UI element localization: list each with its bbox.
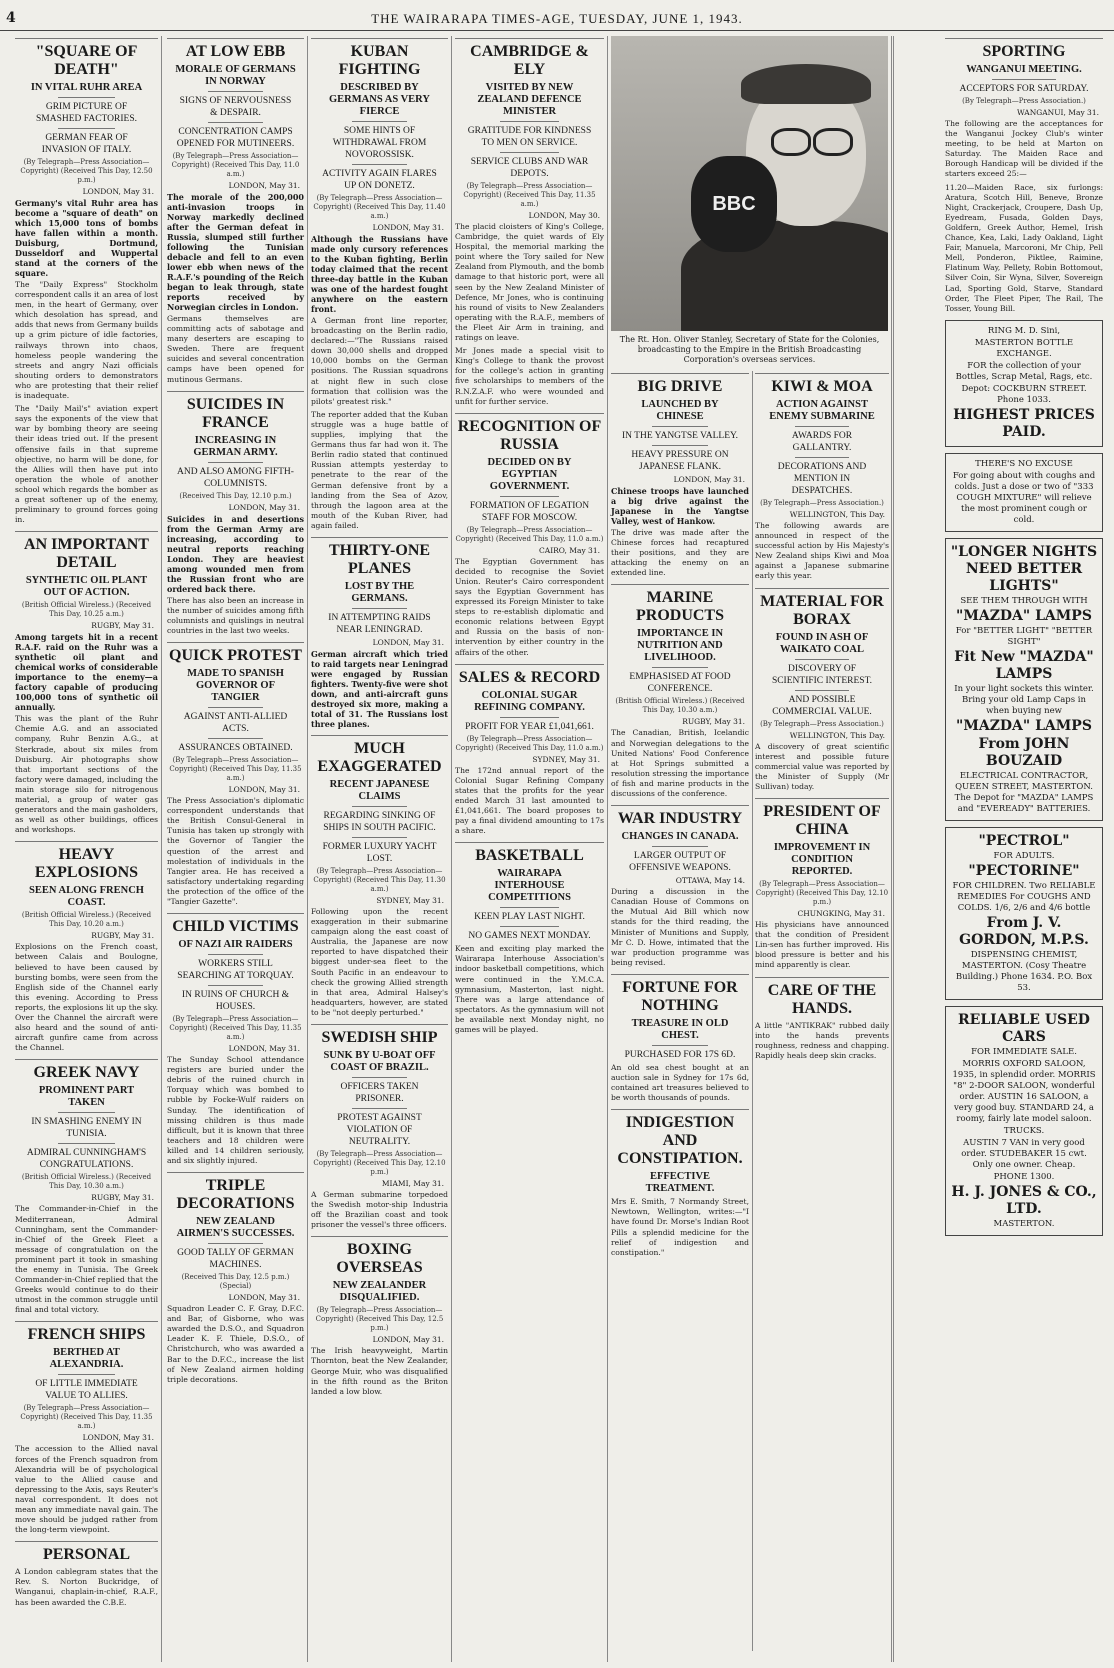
headline: THIRTY-ONE PLANES: [311, 537, 448, 578]
subheadline: EFFECTIVE TREATMENT.: [645, 1171, 715, 1195]
ad-line: RING M. D. Sini,: [987, 325, 1061, 336]
ad-line: For "BETTER LIGHT" "BETTER SIGHT": [955, 625, 1093, 647]
headline: CAMBRIDGE & ELY: [455, 38, 604, 79]
article: [611, 584, 749, 799]
subheadline: GRATITUDE FOR KINDNESS TO MEN ON SERVICE.: [467, 126, 592, 148]
subheadline: CONCENTRATION CAMPS OPENED FOR MUTINEERS.: [176, 127, 295, 149]
subheadline: IN ATTEMPTING RAIDS NEAR LENINGRAD.: [328, 612, 431, 635]
dateline: LONDON, May 31.: [372, 1335, 444, 1345]
subheadline: ADMIRAL CUNNINGHAM'S CONGRATULATIONS.: [26, 1148, 147, 1171]
divider: [58, 1374, 115, 1375]
divider: [500, 926, 560, 927]
ad-line: "PECTROL": [978, 832, 1070, 849]
lead-paragraph: German aircraft which tried to raid targets near Leningrad were engaged by Russian fighters. Twenty-five were shot down, and anti-aircraft guns destroyed six more, making a total of 31. The Russians lost three planes.: [311, 648, 448, 729]
dateline: LONDON, May 31.: [228, 181, 300, 190]
article: [455, 842, 604, 1035]
ad-line: THERE'S NO EXCUSE: [975, 458, 1073, 469]
subheadline: HEAVY PRESSURE ON JAPANESE FLANK.: [631, 450, 729, 472]
subheadline: PROFIT FOR YEAR £1,041,661.: [465, 721, 594, 732]
press-credit: (Received This Day, 12.10 p.m.): [179, 491, 292, 500]
subheadline: FORMATION OF LEGATION STAFF FOR MOSCOW.: [469, 500, 590, 523]
columns-area: [12, 36, 1106, 1666]
ad-line: ELECTRICAL CONTRACTOR, QUEEN STREET, MASTERTON. The Depot for "MAZDA" LAMPS and "EVEREADY" BATTERIES.: [954, 770, 1094, 814]
advertisement: [945, 320, 1103, 447]
subheadline: LAUNCHED BY CHINESE: [641, 399, 719, 422]
subheadline: FORMER LUXURY YACHT LOST.: [322, 841, 437, 864]
press-credit: (By Telegraph—Press Association—Copyright) (Received This Day, 11.0 a.m.): [455, 734, 604, 752]
press-credit: (British Official Wireless.) (Received This Day, 10.30 a.m.): [21, 1173, 152, 1191]
subheadline: EMPHASISED AT FOOD CONFERENCE.: [629, 672, 731, 695]
body-paragraph: The drive was made after the Chinese forces had recaptured their positions, and they are attacking the enemy on an extended line.: [611, 528, 749, 578]
headline: AN IMPORTANT DETAIL: [15, 531, 158, 572]
ad-line: "MAZDA" LAMPS: [956, 607, 1092, 624]
divider: [208, 707, 263, 708]
subheadline: AND ALSO AMONG FIFTH-COLUMNISTS.: [177, 466, 294, 489]
divider: [208, 462, 263, 463]
body-paragraph: Following upon the recent exaggeration in their submarine campaign along the east coast of Australia, the Japanese are now reported to have dispatched their biggest under-sea fleet to the South Pacific in an endeavour to check the growing Allied strength in that area, Admiral Halsey's headquarters, however, are stated to be "not deeply perturbed.": [311, 906, 448, 1017]
column-1: [12, 36, 162, 1662]
divider: [208, 91, 263, 92]
headline: CHILD VICTIMS: [167, 913, 304, 936]
ad-line: AUSTIN 7 VAN in very good order. STUDEBAKER 15 cwt. Only one owner. Cheap.: [961, 1137, 1087, 1170]
ad-line: In your light sockets this winter. Bring your old Lamp Caps in when buying new: [954, 683, 1094, 716]
subheadline: GERMAN FEAR OF INVASION OF ITALY.: [41, 133, 132, 155]
article: [167, 391, 304, 636]
body-paragraph: The reporter added that the Kuban struggle was a huge battle of supplies, implying that the Germans thus far had won it. The Berlin radio stated that continued Russian attempts yesterday to penetrate to the rear of the German defensive front by a landing from the Sea of Azov, through the lagoon area at the mouth of the Kuban River, had again failed.: [311, 409, 448, 530]
subheadline: GRIM PICTURE OF SMASHED FACTORIES.: [35, 102, 137, 124]
article: [455, 664, 604, 837]
divider: [58, 97, 115, 98]
subheadline: SEEN ALONG FRENCH COAST.: [29, 885, 144, 909]
subheadline: FOUND IN ASH OF WAIKATO COAL: [775, 631, 869, 655]
subheadline: GOOD TALLY OF GERMAN MACHINES.: [177, 1248, 294, 1271]
ad-line: "LONGER NIGHTS NEED BETTER LIGHTS": [950, 543, 1098, 594]
press-credit: (By Telegraph—Press Association—Copyright) (Received This Day, 11.35 a.m.): [169, 756, 302, 783]
divider: [652, 426, 707, 427]
article: [945, 38, 1103, 314]
article: [15, 1059, 158, 1315]
press-credit: (By Telegraph—Press Association—Copyright) (Received This Day, 12.10 p.m.): [313, 1150, 446, 1176]
subheadline: COLONIAL SUGAR REFINING COMPANY.: [474, 689, 585, 713]
divider: [58, 1112, 115, 1113]
subheadline: WORKERS STILL SEARCHING AT TORQUAY.: [177, 959, 294, 982]
headline: MARINE PRODUCTS: [611, 584, 749, 625]
press-credit: (By Telegraph—Press Association—Copyright) (Received This Day, 11.30 a.m.): [313, 866, 446, 893]
press-credit: (By Telegraph—Press Association—Copyright) (Received This Day, 11.0 a.m.): [455, 525, 604, 543]
dateline: LONDON, May 30.: [528, 211, 600, 220]
dateline: LONDON, May 31.: [228, 1044, 300, 1054]
dateline: MIAMI, May 31.: [381, 1179, 444, 1188]
lead-paragraph: The morale of the 200,000 anti-invasion troops in Norway markedly declined after the German defeat in Russia, slumped still further following the Tunisian debacle and fell to an even lower ebb when news of the R.A.F.'s pounding of the Reich began to leak through, state reports received by Norwegian circles in London.: [167, 192, 304, 312]
body-paragraph: Explosions on the French coast, between Calais and Boulogne, believed to have been caused by bursting bombs, were seen from the English side of the Channel early this evening. According to Press reports, the explosions lit up the sky. Over the Channel the aircraft were also heard and the sound of anti-aircraft gunfire came from across the Channel.: [15, 942, 158, 1053]
masthead: [0, 8, 1114, 31]
ad-line: Depot: COCKBURN STREET. Phone 1033.: [961, 383, 1087, 405]
ad-line: SEE THEM THROUGH WITH: [960, 595, 1088, 606]
dateline: WELLINGTON, This Day.: [789, 730, 885, 740]
lead-paragraph: Chinese troops have launched a big drive against the Japanese in the Yangtse Valley, west of Hankow.: [611, 486, 749, 526]
body-paragraph: A discovery of great scientific interest and possible future commercial value was reported by the Minister of Supply (Mr Sullivan) today.: [755, 741, 889, 791]
article: [15, 841, 158, 1053]
article: [311, 1236, 448, 1396]
dateline: RUGBY, May 31.: [91, 931, 154, 941]
column-6: [754, 36, 894, 1662]
headline: "SQUARE OF DEATH": [15, 38, 158, 79]
divider: [208, 1243, 263, 1244]
subheadline: SUNK BY U-BOAT OFF COAST OF BRAZIL.: [323, 1050, 436, 1073]
divider: [58, 1143, 115, 1144]
subheadline: IMPROVEMENT IN CONDITION REPORTED.: [773, 842, 871, 878]
subheadline: NEW ZEALANDER DISQUALIFIED.: [332, 1280, 427, 1304]
divider: [500, 496, 560, 497]
subheadline: ASSURANCES OBTAINED.: [178, 743, 293, 754]
headline: MATERIAL FOR BORAX: [755, 588, 889, 629]
body-paragraph: The Canadian, British, Icelandic and Norwegian delegations to the United Nations' Food Conference at Hot Springs submitted a resolution stressing the importance of fish and marine products in the discussions of the conference.: [611, 728, 749, 799]
article: [455, 38, 604, 407]
ad-line: FOR IMMEDIATE SALE.: [971, 1046, 1077, 1057]
article: [611, 974, 749, 1103]
subheadline: INCREASING IN GERMAN ARMY.: [193, 434, 278, 458]
article: [311, 735, 448, 1018]
body-paragraph: An old sea chest bought at an auction sale in Sydney for 17s 6d, contained art treasures believed to be worth thousands of pounds.: [611, 1062, 749, 1103]
dateline: LONDON, May 31.: [228, 785, 300, 795]
subheadline: BERTHED AT ALEXANDRIA.: [49, 1347, 124, 1371]
subheadline: OF LITTLE IMMEDIATE VALUE TO ALLIES.: [35, 1379, 138, 1402]
article: [15, 1541, 158, 1607]
headline: WAR INDUSTRY: [611, 805, 749, 828]
subheadline: CHANGES IN CANADA.: [621, 831, 739, 843]
ad-line: MASTERTON BOTTLE EXCHANGE.: [974, 337, 1074, 359]
headline: HEAVY EXPLOSIONS: [15, 841, 158, 882]
subheadline: SOME HINTS OF WITHDRAWAL FROM NOVOROSSISK.: [332, 126, 427, 160]
press-credit: (By Telegraph—Press Association—Copyright) (Received This Day, 12.5 p.m.): [315, 1306, 444, 1333]
body-paragraph: The Commander-in-Chief in the Mediterranean, Admiral Cunningham, sent the Commander-in-Chief of the Greek Fleet a message of congratulation on the prominent part it took in smashing the enemy in Tunisia. The Greek Commander-in-Chief replied that the Greeks would continue to do their utmost in the common struggle until final and total victory.: [15, 1204, 158, 1315]
dateline: RUGBY, May 31.: [682, 717, 745, 727]
subheadline: PURCHASED FOR 17S 6D.: [624, 1049, 736, 1060]
dateline: RUGBY, May 31.: [91, 621, 154, 631]
divider: [352, 1108, 407, 1109]
ad-line: TRUCKS.: [1003, 1125, 1045, 1136]
lead-paragraph: Among targets hit in a recent R.A.F. raid on the Ruhr was a synthetic oil plant and chemical works of considerable importance to the enemy—a factory capable of producing 100,000 tons of synthetic oil annually.: [15, 632, 158, 713]
ad-line: From JOHN BOUZAID: [978, 735, 1070, 769]
advertisement: [945, 827, 1103, 1000]
divider: [652, 1045, 707, 1046]
press-credit: (British Official Wireless.) (Received This Day, 10.20 a.m.): [21, 911, 152, 929]
dateline: SYDNEY, May 31.: [376, 895, 444, 905]
subheadline: DECIDED ON BY EGYPTIAN GOVERNMENT.: [487, 456, 572, 492]
divider: [992, 79, 1055, 80]
headline: CARE OF THE HANDS.: [755, 977, 889, 1018]
body-paragraph: Keen and exciting play marked the Wairarapa Interhouse Association's indoor basketball competitions, which were continued in the Y.M.C.A. gymnasium, Masterton, last night. There was a large attendance of spectators. As the gymnasium will not be available next Monday night, no games will be played.: [455, 944, 604, 1035]
column-2: [164, 36, 308, 1662]
subheadline: RECENT JAPANESE CLAIMS: [329, 778, 430, 802]
dateline: WANGANUI, May 31.: [1016, 108, 1099, 117]
dateline: LONDON, May 31.: [82, 187, 154, 196]
subheadline: ACTION AGAINST ENEMY SUBMARINE: [769, 399, 875, 422]
article: [15, 38, 158, 525]
lead-paragraph: Suicides in and desertions from the German Army are increasing, according to neutral reports reaching London. They are heaviest among wounded men from the Russian front who are ordered back there.: [167, 513, 304, 594]
dateline: LONDON, May 31.: [372, 223, 444, 232]
column-8: [942, 36, 1106, 1662]
body-paragraph: The following awards are announced in respect of the successful action by His Majesty's New Zealand ships Kiwi and Moa against a Japanese submarine early this year.: [755, 521, 889, 581]
body-paragraph: The Press Association's diplomatic correspondent understands that the British Consul-General in Tunisia has taken up strongly with the Governor of Tangier the question of the arrest and molestation of individuals in the Tangier area. He has received a satisfactory undertaking regarding the protection of the office of the "Tangier Gazette".: [167, 796, 304, 906]
headline: QUICK PROTEST: [167, 642, 304, 665]
column-4: [452, 36, 608, 1662]
ad-line: From J. V. GORDON, M.P.S.: [959, 914, 1089, 948]
article: [167, 38, 304, 385]
subheadline: WANGANUI MEETING.: [966, 64, 1082, 75]
article: [611, 373, 749, 578]
ad-line: MASTERTON.: [993, 1218, 1055, 1229]
column-3: [308, 36, 452, 1662]
subheadline: AND POSSIBLE COMMERCIAL VALUE.: [772, 694, 872, 717]
newspaper-title: THE WAIRARAPA TIMES-AGE, TUESDAY, JUNE 1, 1943.: [371, 11, 743, 26]
subheadline: IN THE YANGTSE VALLEY.: [621, 431, 739, 441]
article: [311, 537, 448, 729]
subheadline: SIGNS OF NERVOUSNESS & DESPAIR.: [179, 96, 292, 118]
subheadline: SYNTHETIC OIL PLANT OUT OF ACTION.: [25, 575, 148, 599]
headline: BOXING OVERSEAS: [311, 1236, 448, 1277]
divider: [352, 837, 407, 838]
press-credit: (By Telegraph—Press Association—Copyright) (Received This Day, 11.40 a.m.): [313, 194, 446, 220]
subheadline: IN RUINS OF CHURCH & HOUSES.: [181, 990, 290, 1013]
lower-left-column: [611, 371, 753, 1651]
headline: AT LOW EBB: [167, 38, 304, 61]
divider: [352, 1077, 407, 1078]
headline: SWEDISH SHIP: [311, 1024, 448, 1047]
ad-line: "PECTORINE": [968, 862, 1080, 879]
body-paragraph: 11.20—Maiden Race, six furlongs: Aratura, Scotch Hill, Beneve, Bronze Night, Crackerjack, Croupere, Dash Up, Eyedream, Fusada, Golden Days, Goldfern, Greek Author, Hemel, Irish Chance, Kea, Laki, Lady Oakland, Light Fair, Manuela, Marcoroni, Mr Chip, Pell Mell, Ponderon, Piktlee, Raimine, Flatinum Way, Pellety, Robin Bottomout, Silver Coin, Sir Wyna, Silver, Sovereign Lad, Sporting Gold, Starve, Standard Order, The Fleet Piper, The Rail, The Tosser, Young Bill.: [945, 182, 1103, 313]
body-paragraph: Squadron Leader C. F. Gray, D.F.C. and Bar, of Gisborne, who was awarded the D.S.O., and Squadron Leader K. F. Thiele, D.S.O., of Christchurch, who was awarded a Bar to the D.F.C., increase the list of New Zealand airmen holding triple decorations.: [167, 1304, 304, 1384]
ad-line: FOR the collection of your Bottles, Scrap Metal, Rags, etc.: [955, 360, 1093, 382]
headline: MUCH EXAGGERATED: [311, 735, 448, 776]
dateline: LONDON, May 31.: [228, 1293, 300, 1303]
page-number: 4: [6, 10, 16, 26]
advertisement: [945, 453, 1103, 532]
subheadline: VISITED BY NEW ZEALAND DEFENCE MINISTER: [477, 82, 582, 117]
headline: KUBAN FIGHTING: [311, 38, 448, 79]
divider: [500, 907, 560, 908]
headline: INDIGESTION AND CONSTIPATION.: [611, 1109, 749, 1168]
subheadline: DISCOVERY OF SCIENTIFIC INTEREST.: [771, 663, 873, 686]
divider: [208, 122, 263, 123]
headline: FORTUNE FOR NOTHING: [611, 974, 749, 1015]
article: [15, 1321, 158, 1535]
bbc-microphone-icon: BBC: [691, 156, 777, 252]
divider: [58, 128, 115, 129]
ad-line: For going about with coughs and colds. Just a dose or two of "333 COUGH MIXTURE" will relieve the most prominent cough or cold.: [952, 470, 1096, 525]
press-credit: (By Telegraph—Press Association—Copyright) (Received This Day, 11.0 a.m.): [171, 152, 300, 178]
subheadline: MADE TO SPANISH GOVERNOR OF TANGIER: [187, 668, 284, 704]
ad-line: H. J. JONES & CO., LTD.: [951, 1183, 1097, 1217]
press-credit: (By Telegraph—Press Association—Copyright) (Received This Day, 11.35 a.m.): [169, 1015, 302, 1042]
subheadline: LOST BY THE GERMANS.: [344, 580, 415, 604]
body-paragraph: The placid cloisters of King's College, Cambridge, the quiet wards of Ely Hospital, the memorial marking the point where the Tory sailed for New Zealand from Plymouth, and the bomb damage to that historic port, were all seen by the New Zealand Minister of Defence, Mr Jones, who is continuing his round of visits to New Zealanders operating with the R.A.F., members of the Fleet Air Arm in training, and ratings on leave.: [455, 222, 604, 343]
headline: TRIPLE DECORATIONS: [167, 1172, 304, 1213]
subheadline: IN VITAL RUHR AREA: [30, 82, 143, 93]
body-paragraph: The Sunday School attendance registers are buried under the debris of the ruined church in Torquay which was bombed to rubble by Focke-Wulf raiders on Sunday. The identification of missing children is thus made difficult, but it is known that three teachers and 18 children were killed and 14 children seriously, and six slightly injured.: [167, 1055, 304, 1165]
article: [311, 1024, 448, 1230]
ad-line: FOR ADULTS.: [993, 850, 1055, 861]
divider: [208, 985, 263, 986]
subheadline: WAIRARAPA INTERHOUSE COMPETITIONS: [488, 868, 571, 904]
dateline: CAIRO, May 31.: [539, 545, 600, 555]
advertisement: [945, 1006, 1103, 1236]
photo-caption: The Rt. Hon. Oliver Stanley, Secretary of State for the Colonies, broadcasting to the Empire in the British Broadcasting Corporation's overseas services.: [619, 335, 880, 364]
subheadline: MORALE OF GERMANS IN NORWAY: [175, 64, 296, 87]
body-paragraph: There has also been an increase in the number of suicides among fifth columnists and quislings in neutral countries in the last two weeks.: [167, 595, 304, 635]
body-paragraph: A German submarine torpedoed the Swedish motor-ship Industria off the Brazilian coast and took prisoner the vessel's three officers.: [311, 1190, 448, 1230]
divider: [352, 121, 407, 122]
lead-paragraph: Germany's vital Ruhr area has become a "square of death" on which 15,000 tons of bombs have fallen within a month. Duisburg, Dortmund, Dusseldorf and Wuppertal stand at the corners of the square.: [15, 198, 158, 278]
dateline: RUGBY, May 31.: [91, 1193, 154, 1203]
ad-line: DISPENSING CHEMIST, MASTERTON. (Cosy Theatre Building.) Phone 1634. P.O. Box 53.: [955, 949, 1093, 993]
press-credit: (British Official Wireless.) (Received This Day, 10.25 a.m.): [21, 601, 152, 619]
body-paragraph: The 172nd annual report of the Colonial Sugar Refining Company states that the profits for the year ended March 31 last amounted to £1,041,661. The board proposes to pay a final dividend amounting to 17s a share.: [455, 765, 604, 836]
subheadline: LARGER OUTPUT OF OFFENSIVE WEAPONS.: [629, 851, 731, 874]
body-paragraph: During a discussion in the Canadian House of Commons on the Mutual Aid Bill which now stands for the third reading, the Minister of Munitions and Supply, Mr C. D. Howe, intimated that the war production programme was being revised.: [611, 887, 749, 967]
dateline: LONDON, May 31.: [228, 502, 300, 512]
dateline: OTTAWA, May 14.: [675, 876, 745, 886]
ad-line: Fit New "MAZDA" LAMPS: [954, 648, 1094, 682]
body-paragraph: The Egyptian Government has decided to recognise the Soviet Union. Reuter's Cairo correspondent says the Egyptian Government has expressed its Foreign Minister to take steps to re-establish diplomatic and economic relations between Egypt and Russia on the basis of non-intervention by either country in the affairs of the other.: [455, 556, 604, 657]
press-credit: (Received This Day, 12.5 p.m.) (Special): [181, 1273, 290, 1291]
divider: [208, 954, 263, 955]
dateline: WELLINGTON, This Day.: [789, 510, 885, 519]
ad-line: HIGHEST PRICES PAID.: [953, 406, 1095, 440]
body-paragraph: Mrs E. Smith, 7 Normandy Street, Newtown, Wellington, writes:—"I have found Dr. Morse's Indian Root Pills a splendid medicine for the relief of indigestion and constipation.": [611, 1197, 749, 1257]
subheadline: ACCEPTORS FOR SATURDAY.: [959, 84, 1089, 94]
body-paragraph: This was the plant of the Ruhr Chemie A.G. and an associated company, Ruhr Benzin A.G., at Sterkrade, about six miles from Duisburg. Air photographs show that important sections of the factory were damaged, including the main storage silo for nitrogenous material, a group of water gas generators and the main gasholders, as well as other buildings, offices and workshops.: [15, 714, 158, 835]
divider: [500, 717, 560, 718]
press-credit: (By Telegraph—Press Association—Copyright) (Received This Day, 11.35 a.m.): [20, 1404, 153, 1431]
subheadline: PROMINENT PART TAKEN: [38, 1085, 135, 1109]
headline: RECOGNITION OF RUSSIA: [455, 413, 604, 454]
article: [311, 38, 448, 531]
press-credit: (By Telegraph—Press Association—Copyright) (Received This Day, 11.35 a.m.): [463, 182, 596, 208]
article: [611, 805, 749, 968]
body-paragraph: His physicians have announced that the condition of President Lin-sen has further improved. His blood pressure is better and his mind apparently is clear.: [755, 920, 889, 970]
lead-paragraph: Although the Russians have made only cursory references to the Kuban fighting, Berlin today claimed that the recent three-day battle in the Kuban was one of the hardest fought anywhere on the eastern front.: [311, 234, 448, 314]
subheadline: NO GAMES NEXT MONDAY.: [468, 931, 591, 942]
headline: SPORTING: [945, 38, 1103, 61]
ad-line: MORRIS OXFORD SALOON, 1935, in splendid order. MORRIS "8" 2-DOOR SALOON, wonderful order. AUSTIN 16 SALOON, a very good buy. STANDARD 24, a roomy, fairly late model saloon.: [952, 1058, 1096, 1124]
divider: [352, 608, 407, 609]
headline: KIWI & MOA: [755, 373, 889, 396]
dateline: LONDON, May 31.: [372, 637, 444, 647]
advertisement: [945, 538, 1103, 821]
subheadline: SERVICE CLUBS AND WAR DEPOTS.: [470, 157, 589, 179]
headline: GREEK NAVY: [15, 1059, 158, 1082]
divider: [208, 738, 263, 739]
ad-line: RELIABLE USED CARS: [958, 1011, 1090, 1045]
divider: [652, 667, 707, 668]
article: [15, 531, 158, 835]
press-credit: (By Telegraph—Press Association.): [760, 499, 884, 507]
headline: PERSONAL: [15, 1541, 158, 1564]
dateline: LONDON, May 31.: [82, 1433, 154, 1443]
body-paragraph: The Irish heavyweight, Martin Thornton, beat the New Zealander, George Muir, who was disqualified in the fifth round as the Briton landed a low blow.: [311, 1346, 448, 1396]
subheadline: IMPORTANCE IN NUTRITION AND LIVELIHOOD.: [636, 628, 724, 664]
body-paragraph: Germans themselves are committing acts of sabotage and many deserters are escaping to Sweden. There are frequent suicides and several concentration camps have been opened for mutinous Germans.: [167, 314, 304, 384]
dateline: LONDON, May 31.: [673, 475, 745, 484]
article: [455, 413, 604, 658]
article: [611, 1109, 749, 1258]
subheadline: REGARDING SINKING OF SHIPS IN SOUTH PACIFIC.: [323, 810, 436, 833]
subheadline: OF NAZI AIR RAIDERS: [178, 939, 293, 951]
subheadline: DESCRIBED BY GERMANS AS VERY FIERCE: [329, 82, 430, 117]
headline: PRESIDENT OF CHINA: [755, 798, 889, 839]
divider: [500, 121, 560, 122]
press-credit: (By Telegraph—Press Association—Copyright) (Received This Day, 12.10 p.m.): [755, 880, 889, 907]
subheadline: AGAINST ANTI-ALLIED ACTS.: [183, 712, 288, 735]
subheadline: NEW ZEALAND AIRMEN'S SUCCESSES.: [176, 1216, 295, 1240]
body-paragraph: The "Daily Mail's" aviation expert says the exponents of the view that war by bombing theory are seeing their ideas tried out. If the present offensive fails in that supreme objective, no harm will be done, for the Allies will then have put into operation the whole of another school which regards the bomber as a great softener up of the enemy, preliminary to ground forces going in.: [15, 404, 158, 525]
subheadline: AWARDS FOR GALLANTRY.: [791, 431, 853, 453]
headline: BIG DRIVE: [611, 373, 749, 396]
subheadline: PROTEST AGAINST VIOLATION OF NEUTRALITY.: [337, 1113, 422, 1147]
ad-line: PHONE 1300.: [993, 1171, 1055, 1182]
divider: [500, 152, 560, 153]
body-paragraph: The accession to the Allied naval forces of the French squadron from Alexandria will be of psychological value to the Allied cause and depressing to the Axis, says Reuter's naval correspondent. It does not mean any immediate naval gain. The move should be judged rather from the long-term viewpoint.: [15, 1444, 158, 1535]
divider: [652, 846, 707, 847]
subheadline: TREASURE IN OLD CHEST.: [631, 1017, 729, 1041]
divider: [652, 445, 707, 446]
divider: [352, 164, 407, 165]
headline: SALES & RECORD: [455, 664, 604, 687]
article: [167, 1172, 304, 1385]
body-paragraph: The following are the acceptances for the Wanganui Jockey Club's winter meeting, to be held at Marton on Saturday. The Maiden Race and Borough Handicap will be divided if the starters exceed 25:—: [945, 119, 1103, 179]
body-paragraph: A German front line reporter, broadcasting on the Berlin radio, declared:—"The Russians raised down 30,000 shells and dropped 10,000 bombs on the German positions. The Russian squadrons at night flew in such close formation that collision was the pilots' greatest risk.": [311, 316, 448, 406]
subheadline: KEEN PLAY LAST NIGHT.: [474, 912, 585, 923]
dateline: SYDNEY, May 31.: [532, 754, 600, 764]
press-credit: (British Official Wireless.) (Received This Day, 10.30 a.m.): [615, 697, 745, 715]
body-paragraph: A London cablegram states that the Rev. S. Norton Buckridge, of Wanganui, chaplain-in-chief, R.A.F., has been awarded the C.B.E.: [15, 1567, 158, 1607]
press-credit: (By Telegraph—Press Association—Copyright) (Received This Day, 12.50 p.m.): [20, 158, 153, 184]
press-credit: (By Telegraph—Press Association.): [962, 97, 1086, 105]
headline: BASKETBALL: [455, 842, 604, 865]
ad-line: "MAZDA" LAMPS: [956, 717, 1092, 734]
press-credit: (By Telegraph—Press Association.): [760, 719, 884, 728]
headline: SUICIDES IN FRANCE: [167, 391, 304, 432]
article: [167, 913, 304, 1166]
body-paragraph: A little "ANTIKRAK" rubbed daily into the hands prevents roughness, redness and chapping. Rapidly heals deep skin cracks.: [755, 1020, 889, 1060]
subheadline: OFFICERS TAKEN PRISONER.: [340, 1082, 419, 1104]
dateline: CHUNGKING, May 31.: [797, 909, 885, 919]
body-paragraph: The "Daily Express" Stockholm correspondent calls it an area of lost men, in the heart of Germany, over which desolation has spread, and adds that news from Germany builds up a grim picture of idle factories, railways thrown into chaos, homeless people wandering the streets and angry Nazi officials shouting orders to demonstrators who are protesting that their relief is inadequate.: [15, 280, 158, 401]
subheadline: ACTIVITY AGAIN FLARES UP ON DONETZ.: [322, 169, 437, 191]
article: [167, 642, 304, 907]
ad-line: FOR CHILDREN. Two RELIABLE REMEDIES For COUGHS AND COLDS. 1/6, 2/6 and 4/6 bottle: [952, 880, 1096, 913]
subheadline: IN SMASHING ENEMY IN TUNISIA.: [31, 1117, 142, 1140]
divider: [352, 806, 407, 807]
body-paragraph: Mr Jones made a special visit to King's College to thank the provost for the college's action in granting five scholarships to members of the R.N.Z.A.F. who were wounded and unfit for further service.: [455, 346, 604, 406]
headline: FRENCH SHIPS: [15, 1321, 158, 1344]
subheadline: DECORATIONS AND MENTION IN DESPATCHES.: [777, 462, 867, 496]
